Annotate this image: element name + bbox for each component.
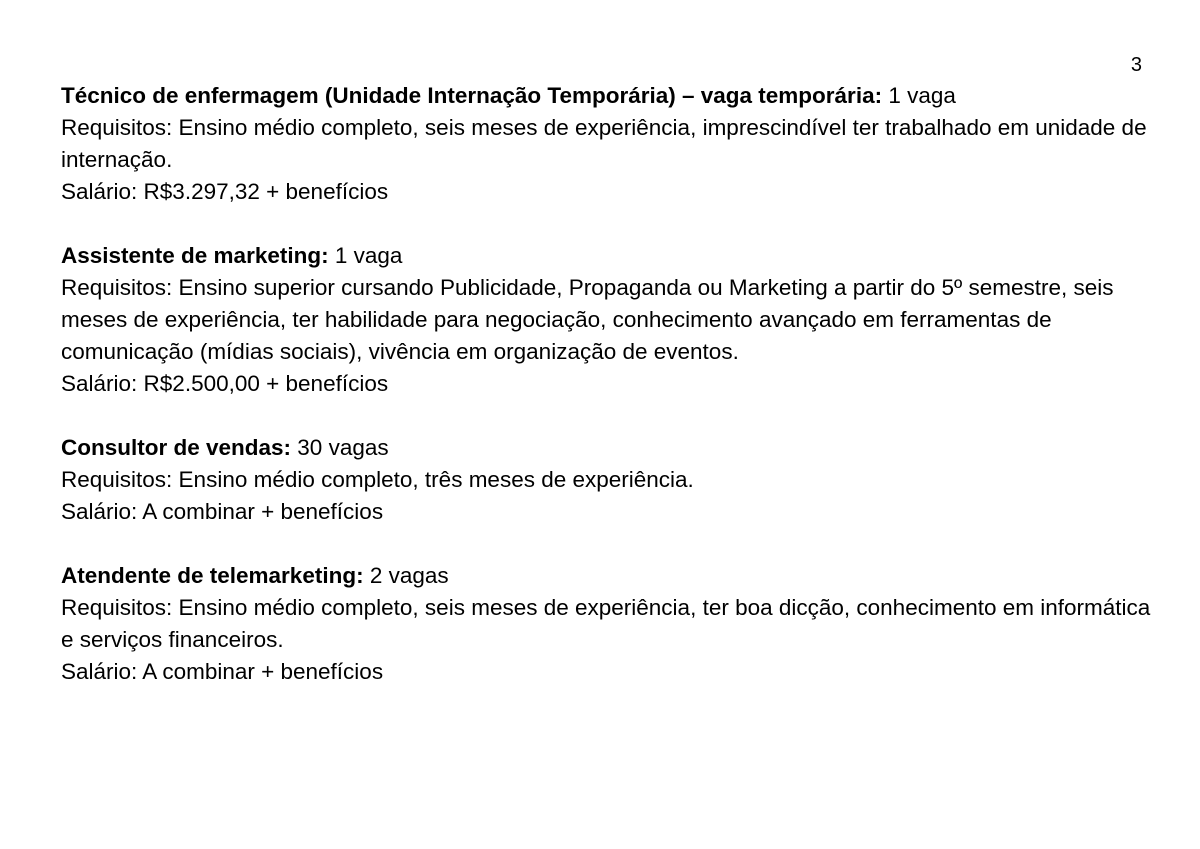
job-requirements: Requisitos: Ensino médio completo, seis meses de experiência, ter boa dicção, conhecimento em informática e serviços financeiros. [61,595,1151,652]
job-heading [61,432,1151,464]
job-requirements: Requisitos: Ensino médio completo, três meses de experiência. [61,467,694,492]
job-title: Consultor de vendas: [61,435,292,460]
job-openings: 30 vagas [291,435,389,460]
job-openings: 1 vaga [328,243,403,268]
job-heading [61,80,1151,112]
job-openings: 2 vagas [363,563,449,588]
job-title: Técnico de enfermagem (Unidade Internação Temporária) – vaga temporária: [61,83,883,108]
job-heading [61,560,1151,592]
job-requirements: Requisitos: Ensino superior cursando Publicidade, Propaganda ou Marketing a partir do 5º semestre, seis meses de experiência, ter habilidade para negociação, conhecimento avançado em ferramentas de comunicação (mídias sociais), vivência em organização de eventos. [61,275,1114,364]
job-listing-nursing-technician [61,80,1151,208]
job-salary: Salário: R$3.297,32 + benefícios [61,179,389,204]
job-requirements: Requisitos: Ensino médio completo, seis meses de experiência, imprescindível ter trabalhado em unidade de internação. [61,115,1147,172]
job-title: Atendente de telemarketing: [61,563,364,588]
job-heading [61,240,1151,272]
job-listings [61,80,1151,720]
job-listing-telemarketing-attendant [61,560,1151,688]
page-number: 3 [1130,54,1142,76]
job-title: Assistente de marketing: [61,243,329,268]
job-listing-marketing-assistant [61,240,1151,400]
job-openings: 1 vaga [882,83,956,108]
job-salary: Salário: A combinar + benefícios [61,499,384,524]
job-listing-sales-consultant [61,432,1151,528]
job-salary: Salário: A combinar + benefícios [61,659,384,684]
job-salary: Salário: R$2.500,00 + benefícios [61,371,389,396]
